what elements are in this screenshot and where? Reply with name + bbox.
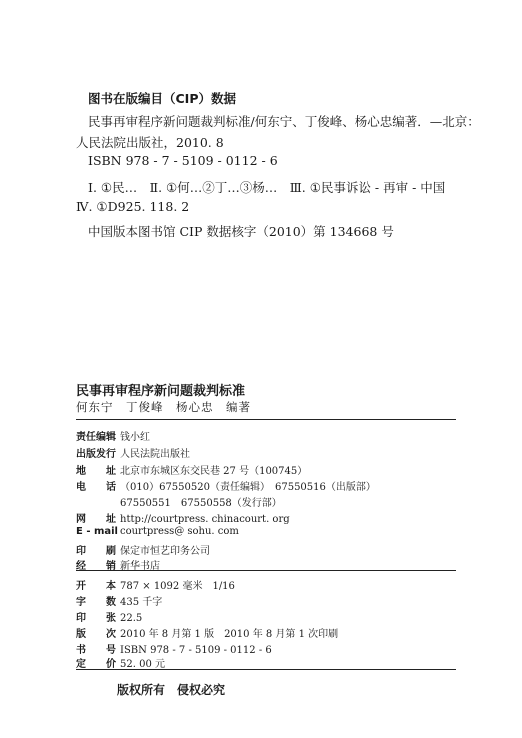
spec-value: 2010 年 8 月第 1 版 2010 年 8 月第 1 次印刷 (120, 629, 339, 640)
spec-row-format (76, 577, 235, 592)
info-row-email (76, 526, 239, 537)
divider-bottom (76, 669, 456, 670)
cip-line-isbn: ISBN 978 - 7 - 5109 - 0112 - 6 (88, 153, 278, 168)
cip-line-title: 民事再审程序新问题裁判标准/何东宁、丁俊峰、杨心忠编著．—北京： (88, 114, 480, 129)
info-key: 印 刷 (76, 546, 116, 557)
spec-row-price (76, 655, 165, 670)
spec-value: ISBN 978 - 7 - 5109 - 0112 - 6 (120, 645, 272, 656)
info-value: （010）67550520（责任编辑） 67550516（出版部） (120, 482, 376, 493)
spec-row-isbn (76, 641, 272, 656)
info-row-editor (76, 428, 150, 443)
divider-top (76, 419, 456, 420)
info-value: http://courtpress. chinacourt. org (120, 514, 290, 525)
info-row-phone (76, 478, 376, 493)
divider-middle (76, 570, 456, 571)
spec-value: 22.5 (120, 613, 143, 624)
info-value: 北京市东城区东交民巷 27 号（100745） (120, 466, 308, 477)
cip-line-record-number: 中国版本图书馆 CIP 数据核字（2010）第 134668 号 (88, 224, 394, 239)
info-key: 经 销 (76, 561, 116, 572)
info-value: 人民法院出版社 (120, 449, 190, 460)
info-row-phone-continued: 67550551 67550558（发行部） (120, 498, 282, 509)
book-authors: 何东宁 丁俊峰 杨心忠 编著 (76, 400, 251, 414)
info-value: 新华书店 (120, 561, 160, 572)
spec-key: 字 数 (76, 597, 116, 608)
info-row-printer (76, 542, 210, 557)
spec-row-sheets (76, 609, 142, 624)
info-value: 保定市恒艺印务公司 (120, 546, 210, 557)
cip-line-classification: Ⅳ. ①D925. 118. 2 (76, 199, 190, 214)
info-key: 出版发行 (76, 449, 116, 460)
spec-row-word-count (76, 593, 162, 608)
cip-heading: 图书在版编目（CIP）数据 (88, 91, 236, 106)
info-row-publisher (76, 445, 190, 460)
info-key: 电 话 (76, 482, 116, 493)
info-key: 地 址 (76, 466, 116, 477)
book-title: 民事再审程序新问题裁判标准 (76, 384, 246, 399)
info-key: E - mail (76, 526, 118, 537)
spec-key: 定 价 (76, 659, 116, 670)
spec-row-edition (76, 625, 338, 640)
info-value: 钱小红 (120, 432, 150, 443)
spec-value: 787 × 1092 毫米 1/16 (120, 581, 235, 592)
info-key: 责任编辑 (76, 432, 116, 443)
spec-key: 书 号 (76, 645, 116, 656)
info-value: courtpress@ sohu. com (120, 526, 239, 537)
rights-notice: 版权所有 侵权必究 (117, 683, 226, 697)
info-key: 网 址 (76, 514, 116, 525)
spec-value: 52. 00 元 (120, 659, 165, 670)
spec-key: 印 张 (76, 613, 116, 624)
spec-value: 435 千字 (120, 597, 163, 608)
info-row-address (76, 462, 307, 477)
spec-key: 开 本 (76, 581, 116, 592)
cip-line-subjects: Ⅰ. ①民… Ⅱ. ①何…②丁…③杨… Ⅲ. ①民事诉讼 - 再审 - 中国 (88, 180, 446, 195)
cip-line-publisher: 人民法院出版社，2010. 8 (76, 135, 224, 150)
spec-key: 版 次 (76, 629, 116, 640)
info-row-website (76, 510, 290, 525)
